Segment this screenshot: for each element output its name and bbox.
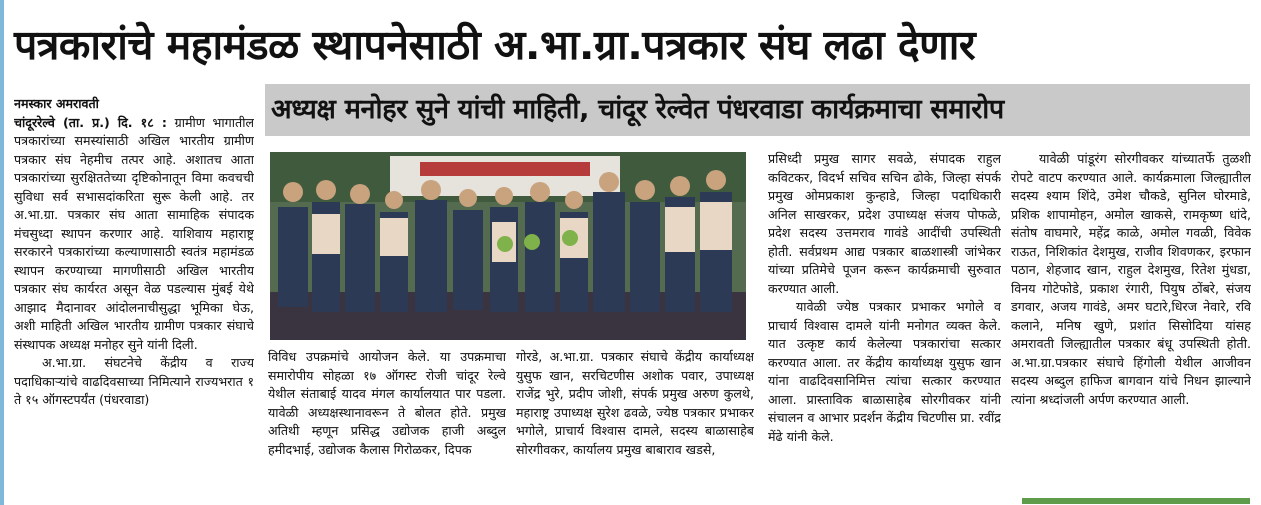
body-text: यावेळी ज्येष्ठ पत्रकार प्रभाकर भगोले व प्राचार्य विश्वास दामले यांनी मनोगत व्यक्त केले. यात उत्कृष्ट कार्य केलेल्या पत्रकारांचा सत्कार करण्यात आला. तर केंद्रीय कार्याध्यक्ष युसुफ खान यांना वाढदिवसानिमित्त त्यांचा सत्कार करण्यात आला. प्रास्ताविक बाळासाहेब सोरगीवकर यांनी संचालन व आभार प्रदर्शन केंद्रीय चिटणीस प्रा. रवींद्र मेंढे यांनी केले. (768, 299, 1001, 444)
article-column-1 (14, 95, 254, 500)
subheadline: अध्यक्ष मनोहर सुने यांची माहिती, चांदूर रेल्वेत पंधरवाडा कार्यक्रमाचा समारोप (265, 84, 1250, 136)
byline: नमस्कार अमरावती (14, 96, 99, 111)
headline: पत्रकारांचे महामंडळ स्थापनेसाठी अ.भा.ग्रा.पत्रकार संघ लढा देणार (14, 21, 976, 69)
body-text: अ.भा.ग्रा. संघटनेचे केंद्रीय व राज्य पदाधिकाऱ्यांचे वाढदिवसाच्या निमित्याने राज्यभरात १ ते १५ ऑगस्टपर्यंत (पंधरवाडा) (14, 355, 254, 407)
event-photo (270, 152, 746, 340)
body-text: विविध उपक्रमांचे आयोजन केले. या उपक्रमाचा समारोपीय सोहळा १७ ऑगस्ट रोजी चांदूर रेल्वे येथील संताबाई यादव मंगल कार्यालयात पार पडला. यावेळी अध्यक्षस्थानावरून ते बोलत होते. प्रमुख अतिथी म्हणून प्रसिद्ध उद्योजक हाजी अब्दुल हमीदभाई, उद्योजक कैलास गिरोळकर, दिपक (268, 349, 506, 457)
dateline: चांदूररेल्वे (ता. प्र.) दि. १८ : (14, 114, 167, 130)
article-column-5 (1011, 150, 1251, 498)
article-column-2 (268, 348, 506, 498)
body-text: गोरडे, अ.भा.ग्रा. पत्रकार संघाचे केंद्रीय कार्याध्यक्ष युसुफ खान, सरचिटणीस अशोक पवार, उपाध्यक्ष राजेंद्र भुरे, प्रदीप जोशी, संपर्क प्रमुख अरुण कुलथे, महाराष्ट्र उपाध्यक्ष सुरेश ढवळे, ज्येष्ठ पत्रकार प्रभाकर भगोले, प्राचार्य विश्वास दामले, सदस्य बाळासाहेब सोरगीवकर, कार्यालय प्रमुख बाबाराव खडसे, (516, 349, 754, 457)
body-text: यावेळी पांडूरंग सोरगीवकर यांच्यातर्फे तुळशी रोपटे वाटप करण्यात आले. कार्यक्रमाला जिल्ह्यातील सदस्य श्याम शिंदे, उमेश चौकडे, सुनिल घोरमाडे, प्रशिक शापामोहन, अमोल खाकसे, रामकृष्ण धांदे, संतोष वाघमारे, महेंद्र काळे, अमोल गवळी, विवेक राऊत, निशिकांत देशमुख, राजीव शिवणकर, इरफान पठान, शेहजाद खान, राहुल देशमुख, रितेश मुंधडा, विनय गोटेफोडे, प्रकाश रंगारी, पियुष ठोंबरे, संजय डगवार, अजय गावंडे, अमर घटारे,धिरज नेवारे, रवि कलाने, मनिष खुणे, प्रशांत सिसोदिया यांसह अमरावती जिल्ह्यातील पत्रकार बंधू उपस्थिती होती. अ.भा.ग्रा.पत्रकार संघाचे हिंगोली येथील आजीवन सदस्य अब्दुल हाफिज बागवान यांचे निधन झाल्याने त्यांना श्रध्दांजली अर्पण करण्यात आली. (1011, 151, 1251, 407)
body-text: ग्रामीण भागातील पत्रकारांच्या समस्यांसाठी अखिल भारतीय ग्रामीण पत्रकार संघ नेहमीच तत्पर आहे. अशातच आता पत्रकारांच्या सुरक्षिततेच्या दृष्टिकोनातून विमा कवचची सुविधा सर्व सभासदांकरिता सुरू केली आहे. तर अ.भा.ग्रा. पत्रकार संघ आता सामाहिक संपादक मंचसुध्दा स्थापन करणार आहे. याशिवाय महाराष्ट्र सरकारने पत्रकारांच्या कल्याणासाठी स्वतंत्र महामंडळ स्थापन करण्याच्या मागणीसाठी अखिल भारतीय पत्रकार संघ कार्यरत असून वेळ पडल्यास मुंबई येथे आझाद मैदानावर आंदोलनाचीसुद्धा भूमिका घेऊ, अशी माहिती अखिल भारतीय ग्रामीण पत्रकार संघाचे संस्थापक अध्यक्ष मनोहर सुने यांनी दिली. (14, 114, 254, 352)
page-edge (0, 0, 4, 505)
page-footer-bar (1022, 498, 1250, 504)
body-text: प्रसिध्दी प्रमुख सागर सवळे, संपादक राहुल कविटकर, विदर्भ सचिव सचिन ढोके, जिल्हा संपर्क प्रमुख ओमप्रकाश कुन्हाडे, जिल्हा पदाधिकारी अनिल साखरकर, प्रदेश उपाध्यक्ष संजय पोफळे, प्रदेश सदस्य उत्तमराव गावंडे आदींची उपस्थिती होती. सर्वप्रथम आद्य पत्रकार बाळशास्त्री जांभेकर यांच्या प्रतिमेचे पूजन करून कार्यक्रमाची सुरुवात करण्यात आली. (768, 151, 1001, 296)
article-column-3 (516, 348, 754, 498)
article-column-4 (768, 150, 1001, 498)
